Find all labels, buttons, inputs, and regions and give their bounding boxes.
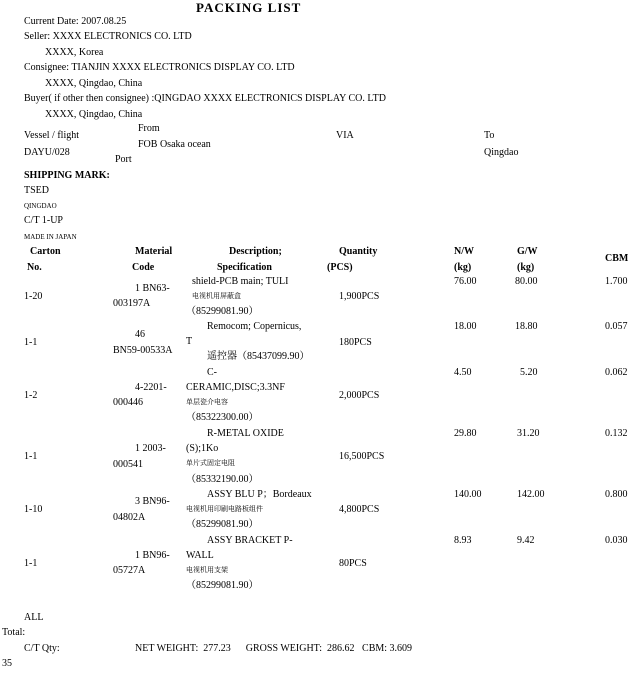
row-net-weight: 4.50 [454, 367, 472, 378]
row-material-code: 4-2201- [135, 382, 167, 393]
row-description-cn: 单片式固定电阻 [186, 459, 235, 467]
page-title: PACKING LIST [196, 0, 302, 15]
row-carton: 1-10 [24, 504, 43, 515]
row-material-code: 000541 [113, 459, 143, 470]
row-gross-weight: 5.20 [520, 367, 538, 378]
col-quantity: Quantity [339, 246, 378, 257]
totals-summary: NET WEIGHT: 277.23 GROSS WEIGHT: 286.62 CBM: 3.609 [135, 643, 413, 654]
row-quantity: 180PCS [339, 337, 372, 348]
shipping-mark-line: TSED [24, 185, 49, 196]
shipping-mark-heading: SHIPPING MARK: [24, 170, 110, 181]
total-label: Total: [2, 627, 26, 638]
row-material-code: 04802A [113, 512, 146, 523]
row-description-cn: 电视机用屏蔽盒 [192, 292, 241, 300]
row-material-code: 3 BN96- [135, 496, 170, 507]
row-carton: 1-20 [24, 291, 43, 302]
row-description: T [186, 336, 193, 347]
shipping-mark-line: QINGDAO [24, 202, 57, 210]
row-description-cn: 单层瓷介电容 [186, 398, 228, 406]
row-net-weight: 18.00 [454, 321, 477, 332]
row-cbm: 0.062 [605, 367, 628, 378]
buyer-address: XXXX, Qingdao, China [45, 109, 143, 120]
shipping-mark-line: MADE IN JAPAN [24, 233, 77, 241]
row-gross-weight: 18.80 [515, 321, 538, 332]
row-gross-weight: 142.00 [517, 489, 545, 500]
row-net-weight: 8.93 [454, 535, 472, 546]
row-carton: 1-1 [24, 558, 38, 569]
row-hs-code: （85299081.90） [186, 519, 259, 530]
row-quantity: 80PCS [339, 558, 367, 569]
row-hs-code: （85322300.00） [186, 412, 259, 423]
row-description: shield-PCB main; TULI [192, 276, 289, 287]
row-cbm: 0.030 [605, 535, 628, 546]
consignee: Consignee: TIANJIN XXXX ELECTRONICS DISPLAY CO. LTD [24, 62, 295, 73]
col-quantity-sub: (PCS) [327, 262, 353, 273]
from-value: FOB Osaka ocean [138, 139, 211, 150]
row-cbm: 0.132 [605, 428, 628, 439]
row-quantity: 1,900PCS [339, 291, 380, 302]
row-material-code: 1 BN96- [135, 550, 170, 561]
row-quantity: 2,000PCS [339, 390, 380, 401]
row-material-code: 003197A [113, 298, 151, 309]
vessel-label: Vessel / flight [24, 130, 79, 141]
row-description: C- [207, 367, 217, 378]
to-label: To [484, 130, 495, 141]
current-date: Current Date: 2007.08.25 [24, 16, 127, 27]
col-material: Material [135, 246, 173, 257]
col-material-sub: Code [132, 262, 155, 273]
row-hs-code: （85332190.00） [186, 474, 259, 485]
row-gross-weight: 80.00 [515, 276, 538, 287]
col-gross-weight: G/W [517, 246, 538, 257]
vessel-value: DAYU/028 [24, 147, 70, 158]
row-description-cn: 电视机用支架 [186, 566, 228, 574]
from-port: Port [115, 154, 132, 165]
row-material-code: 1 2003- [135, 443, 166, 454]
row-net-weight: 76.00 [454, 276, 477, 287]
col-carton-sub: No. [27, 262, 42, 273]
row-material-code: 46 [135, 329, 145, 340]
row-carton: 1-1 [24, 337, 38, 348]
row-description: (S);1Ko [186, 443, 219, 454]
row-cbm: 0.057 [605, 321, 628, 332]
row-description: CERAMIC,DISC;3.3NF [186, 382, 285, 393]
row-cbm: 1.700 [605, 276, 628, 287]
from-label: From [138, 123, 160, 134]
row-hs-code: （85299081.90） [186, 306, 259, 317]
ct-qty-value: 35 [2, 658, 12, 669]
row-quantity: 16,500PCS [339, 451, 385, 462]
ct-qty-label: C/T Qty: [24, 643, 60, 654]
row-carton: 1-1 [24, 451, 38, 462]
row-carton: 1-2 [24, 390, 38, 401]
row-description-cn: 遥控器（85437099.90） [207, 351, 310, 362]
via-label: VIA [336, 130, 354, 141]
all-label: ALL [24, 612, 44, 623]
buyer: Buyer( if other then consignee) :QINGDAO XXXX ELECTRONICS DISPLAY CO. LTD [24, 93, 386, 104]
col-net-weight: N/W [454, 246, 474, 257]
to-value: Qingdao [484, 147, 519, 158]
row-gross-weight: 9.42 [517, 535, 535, 546]
col-carton: Carton [30, 246, 61, 257]
row-material-code: BN59-00533A [113, 345, 173, 356]
col-description-sub: Specification [217, 262, 272, 273]
row-hs-code: （85299081.90） [186, 580, 259, 591]
row-quantity: 4,800PCS [339, 504, 380, 515]
row-description: Remocom; Copernicus, [207, 321, 302, 332]
row-net-weight: 140.00 [454, 489, 482, 500]
row-cbm: 0.800 [605, 489, 628, 500]
row-description: ASSY BRACKET P- [207, 535, 293, 546]
row-net-weight: 29.80 [454, 428, 477, 439]
row-gross-weight: 31.20 [517, 428, 540, 439]
row-description: ASSY BLU P；Bordeaux [207, 489, 312, 500]
consignee-address: XXXX, Qingdao, China [45, 78, 143, 89]
row-material-code: 1 BN63- [135, 283, 170, 294]
row-description-cn: 电视机用印刷电路板组件 [186, 505, 263, 513]
col-net-weight-sub: (kg) [454, 262, 472, 273]
col-gross-weight-sub: (kg) [517, 262, 535, 273]
seller: Seller: XXXX ELECTRONICS CO. LTD [24, 31, 192, 42]
row-description: WALL [186, 550, 214, 561]
col-cbm: CBM [605, 253, 629, 264]
row-material-code: 05727A [113, 565, 146, 576]
row-material-code: 000446 [113, 397, 143, 408]
shipping-mark-line: C/T 1-UP [24, 215, 63, 226]
seller-address: XXXX, Korea [45, 47, 104, 58]
col-description: Description; [229, 246, 282, 257]
row-description: R-METAL OXIDE [207, 428, 284, 439]
